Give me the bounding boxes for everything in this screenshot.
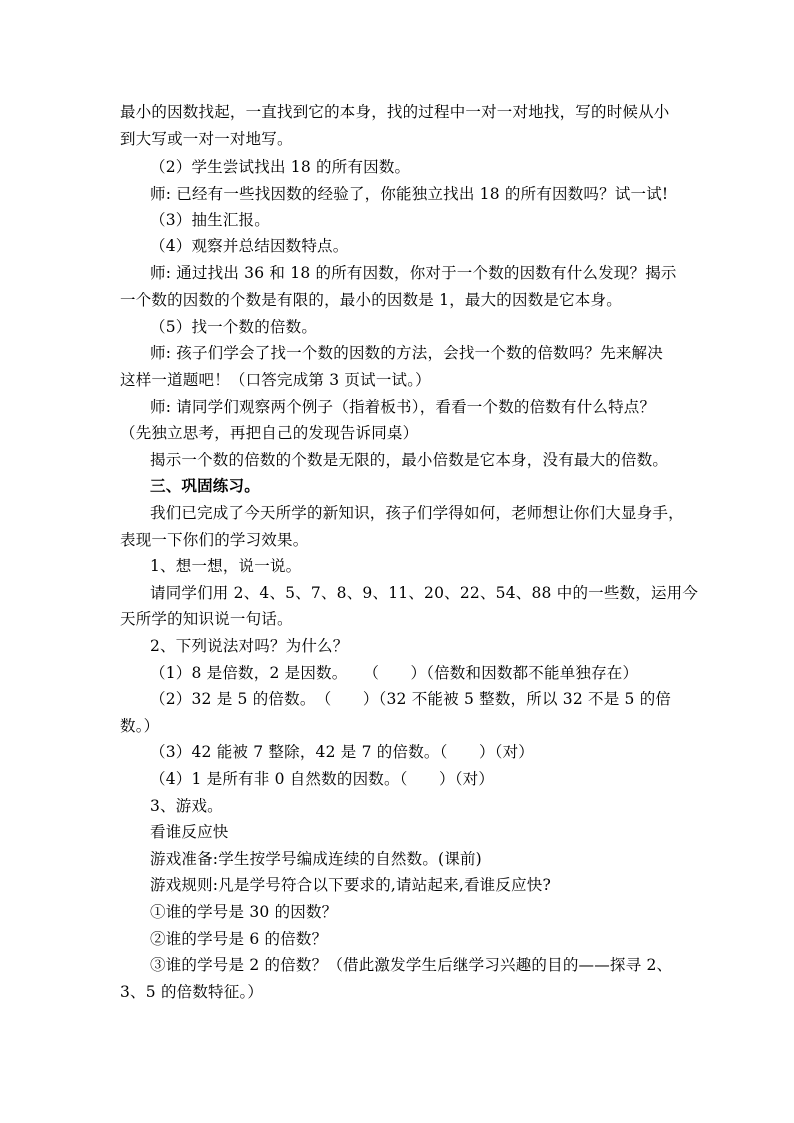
text-line: 师: 已经有一些找因数的经验了，你能独立找出 18 的所有因数吗？试一试! xyxy=(150,185,669,203)
text-line: 最小的因数找起，一直找到它的本身，找的过程中一对一对地找，写的时候从小 xyxy=(120,103,670,121)
text-line: 我们已完成了今天所学的新知识，孩子们学得如何，老师想让你们大显身手， xyxy=(150,504,684,522)
text-line: （2）32 是 5 的倍数。 （ ）（32 不能被 5 整数，所以 32 不是 5 的倍 xyxy=(150,690,672,708)
text-line: （4）观察并总结因数特点。 xyxy=(150,237,349,255)
text-line: 游戏规则:凡是学号符合以下要求的,请站起来,看谁反应快? xyxy=(150,876,551,894)
text-line: 请同学们用 2、4、5、7、8、9、11、20、22、54、88 中的一些数，运用今 xyxy=(150,584,699,602)
text-line: 这样一道题吧！（口答完成第 3 页试一试。） xyxy=(120,371,431,389)
text-line: （3）抽生汇报。 xyxy=(150,211,270,229)
text-line: 一个数的因数的个数是有限的，最小的因数是 1，最大的因数是它本身。 xyxy=(120,291,622,309)
text-line: 师: 孩子们学会了找一个数的因数的方法，会找一个数的倍数吗？先来解决 xyxy=(150,344,663,362)
text-line: 3、5 的倍数特征。） xyxy=(120,983,264,1001)
text-line: 天所学的知识说一句话。 xyxy=(120,610,293,628)
text-line: 师: 请同学们观察两个例子（指着板书），看看一个数的倍数有什么特点？ xyxy=(150,398,656,416)
text-line: （1）8 是倍数，2 是因数。 （ ）（倍数和因数都不能单独存在） xyxy=(150,664,639,682)
text-line: 看谁反应快 xyxy=(150,823,229,841)
text-line: （4）1 是所有非 0 自然数的因数。（ ）（对） xyxy=(150,770,495,788)
text-line: 游戏准备:学生按学号编成连续的自然数。(课前) xyxy=(150,850,482,868)
text-line: 3、游戏。 xyxy=(150,797,223,815)
text-line: ①谁的学号是 30 的因数？ xyxy=(150,903,338,921)
text-line: 揭示一个数的倍数的个数是无限的，最小倍数是它本身，没有最大的倍数。 xyxy=(150,451,669,469)
text-line: （先独立思考，再把自己的发现告诉同桌） xyxy=(120,424,419,442)
text-line: （5）找一个数的倍数。 xyxy=(150,318,318,336)
text-line: （2）学生尝试找出 18 的所有因数。 xyxy=(150,158,411,176)
text-line: 数。） xyxy=(120,717,160,735)
text-line: 表现一下你们的学习效果。 xyxy=(120,531,309,549)
text-line: 2、下列说法对吗？为什么？ xyxy=(150,637,349,655)
text-line: 到大写或一对一对地写。 xyxy=(120,130,293,148)
text-line: （3）42 能被 7 整除，42 是 7 的倍数。（ ）（对） xyxy=(150,743,534,761)
section-heading: 三、巩固练习。 xyxy=(150,476,260,495)
text-line: ③谁的学号是 2 的倍数？（借此激发学生后继学习兴趣的目的——探寻 2、 xyxy=(150,956,673,974)
text-line: 1、想一想，说一说。 xyxy=(150,557,302,575)
text-line: ②谁的学号是 6 的倍数？ xyxy=(150,930,328,948)
text-line: 师: 通过找出 36 和 18 的所有因数，你对于一个数的因数有什么发现？揭示 xyxy=(150,264,677,282)
